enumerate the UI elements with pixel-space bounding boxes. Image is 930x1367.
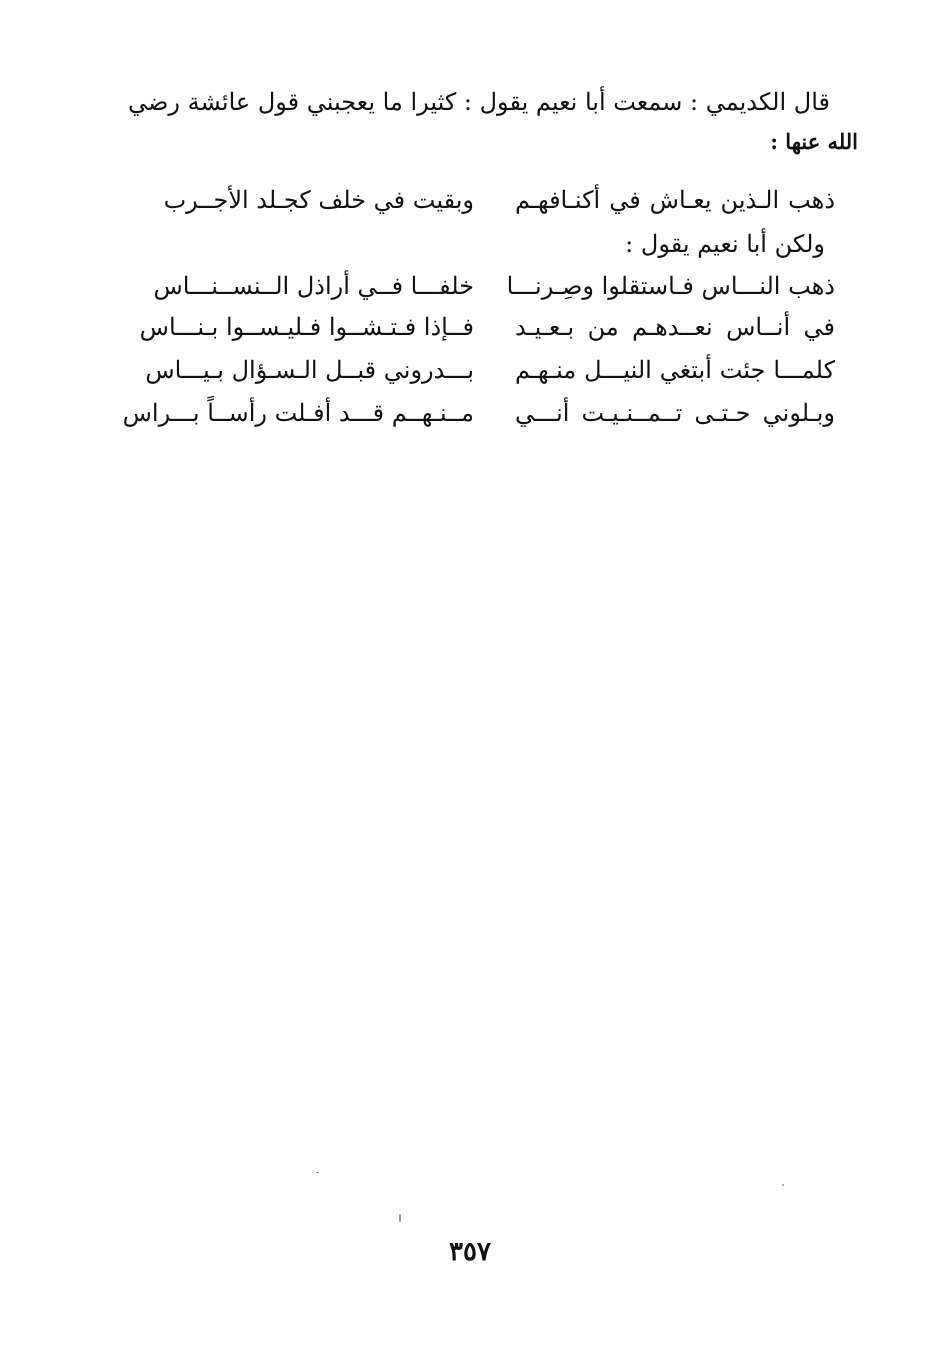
poem-verse — [150, 266, 835, 306]
verse-first-hemistich: وبـلوني حـتـى تــمــنـيـت أنـــي — [515, 399, 835, 427]
poem-verse — [122, 393, 835, 433]
scan-speck — [782, 1184, 784, 1186]
verse-first-hemistich: ذهب النـــاس فـاستقلوا وصِـرنـــا — [506, 272, 835, 300]
poem-verse — [150, 180, 835, 220]
scan-speck — [399, 1214, 401, 1222]
interlude-line: ولكن أبا نعيم يقول : — [625, 230, 825, 258]
page-number: ٣٥٧ — [449, 1237, 491, 1267]
scan-speck — [316, 1172, 319, 1173]
poem-verse — [139, 307, 835, 347]
verse-second-hemistich: بـــدروني قبــل الـسـؤال بـيـــاس — [145, 356, 474, 384]
verse-first-hemistich: في أنــاس نعــدهـم من بـعـيـد — [515, 313, 835, 341]
verse-second-hemistich: مــنـهــم قـــد أفـلت رأســاً بـــراس — [122, 399, 474, 427]
verse-first-hemistich: كلمـــا جئت أبتغي النيـــل منـهـم — [515, 356, 835, 384]
verse-second-hemistich: وبقيت في خلف كجـلد الأجــرب — [163, 186, 474, 214]
verse-first-hemistich: ذهب الـذين يعـاش في أكنـافهـم — [515, 186, 835, 214]
intro-line-2: الله عنها : — [770, 129, 858, 154]
intro-line-1: قال الكديمي : سمعت أبا نعيم يقول : كثيرا ما يعجبني قول عائشة رضي — [128, 88, 830, 116]
verse-second-hemistich: فــإذا فـتـشــوا فـليـســوا بـنـــاس — [139, 313, 474, 341]
verse-second-hemistich: خلفـــا فــي أراذل الــنســنـــاس — [153, 272, 474, 300]
poem-verse — [145, 350, 835, 390]
